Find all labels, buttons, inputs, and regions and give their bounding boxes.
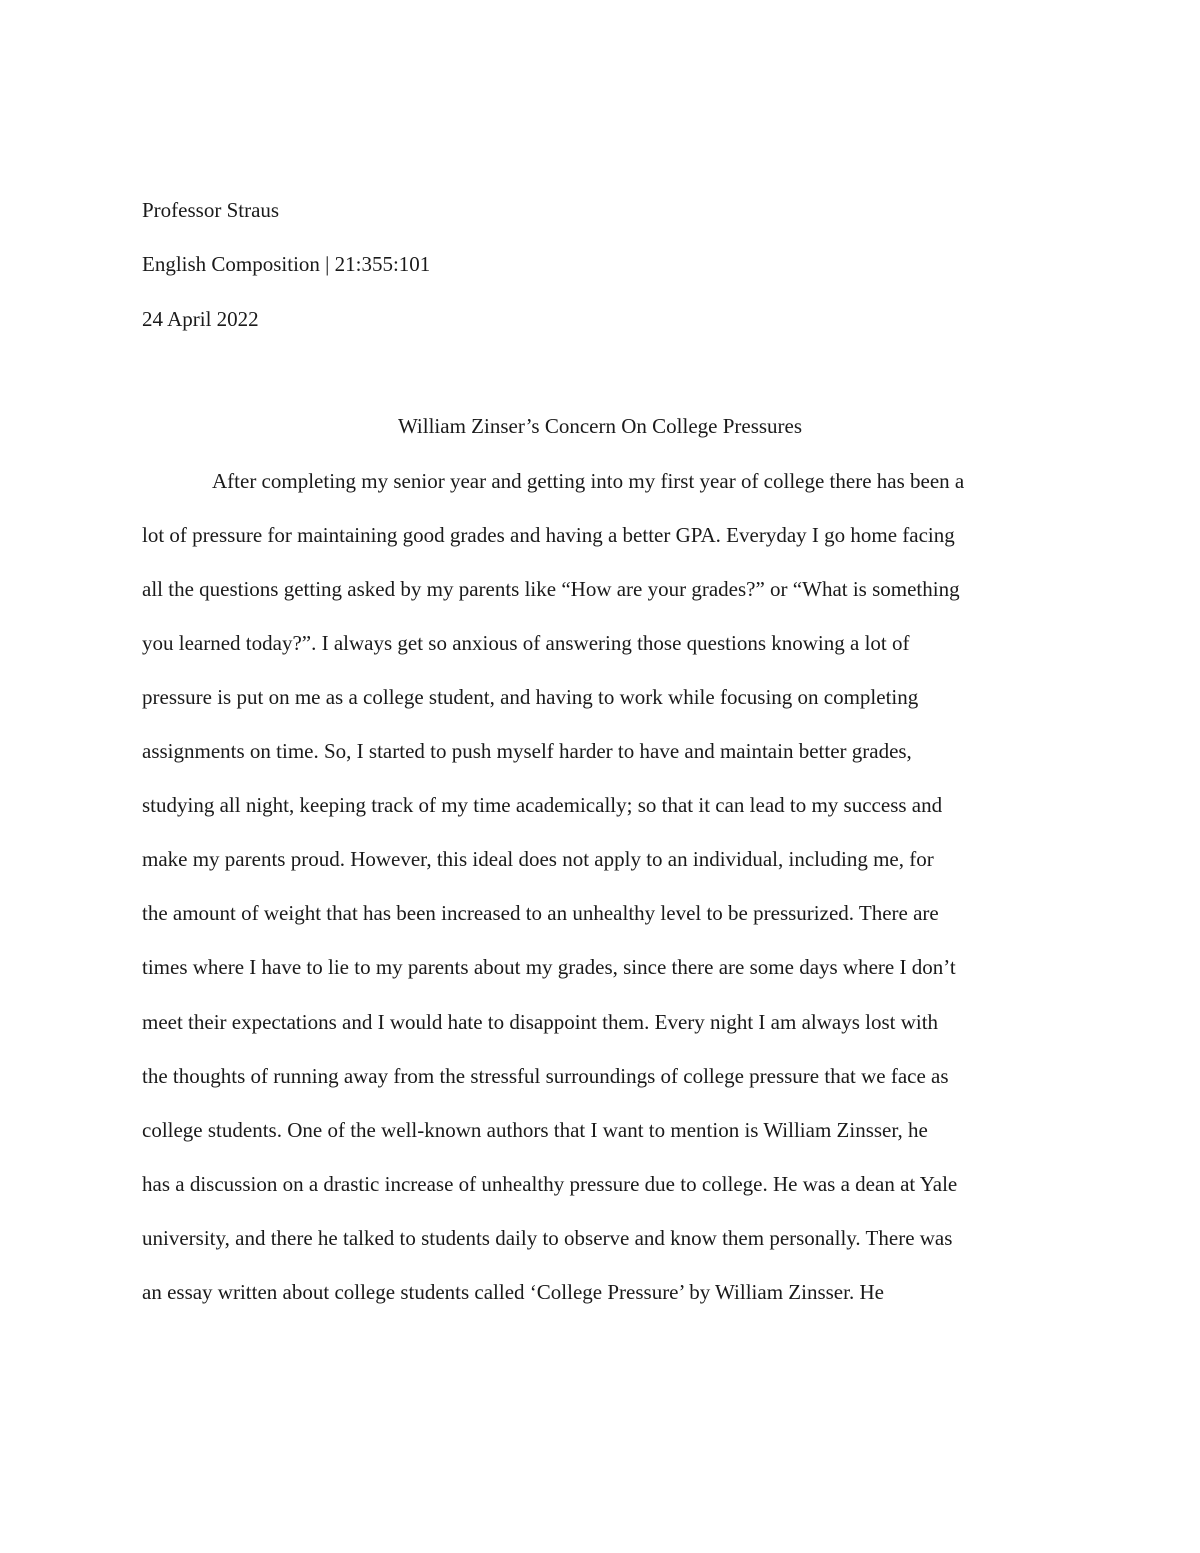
instructor-name: Professor Straus	[142, 198, 280, 222]
body-line: an essay written about college students called ‘College Pressure’ by William Zinsser. He	[142, 1280, 884, 1304]
body-line: has a discussion on a drastic increase of unhealthy pressure due to college. He was a dean at Yale	[142, 1172, 958, 1196]
body-line: After completing my senior year and getting into my first year of college there has been a	[212, 469, 965, 493]
body-line: assignments on time. So, I started to push myself harder to have and maintain better grades,	[142, 739, 912, 763]
course-info: English Composition | 21:355:101	[142, 252, 431, 276]
essay-title: William Zinser’s Concern On College Pressures	[397, 414, 803, 438]
body-line: the amount of weight that has been increased to an unhealthy level to be pressurized. There are	[142, 901, 939, 925]
body-line: lot of pressure for maintaining good grades and having a better GPA. Everyday I go home facing	[142, 523, 955, 547]
body-line: college students. One of the well-known authors that I want to mention is William Zinsser, he	[142, 1118, 928, 1142]
body-line: make my parents proud. However, this ideal does not apply to an individual, including me, for	[142, 847, 934, 871]
body-line: meet their expectations and I would hate to disappoint them. Every night I am always lost with	[142, 1010, 939, 1034]
body-line: university, and there he talked to students daily to observe and know them personally. There was	[142, 1226, 953, 1250]
body-line: all the questions getting asked by my parents like “How are your grades?” or “What is something	[142, 577, 960, 601]
body-line: times where I have to lie to my parents about my grades, since there are some days where I don’t	[142, 955, 956, 979]
body-line: studying all night, keeping track of my time academically; so that it can lead to my success and	[142, 793, 943, 817]
body-line: the thoughts of running away from the stressful surroundings of college pressure that we face as	[142, 1064, 949, 1088]
body-line: pressure is put on me as a college student, and having to work while focusing on completing	[142, 685, 919, 709]
body-line: you learned today?”. I always get so anxious of answering those questions knowing a lot of	[142, 631, 910, 655]
essay-date: 24 April 2022	[142, 307, 259, 331]
